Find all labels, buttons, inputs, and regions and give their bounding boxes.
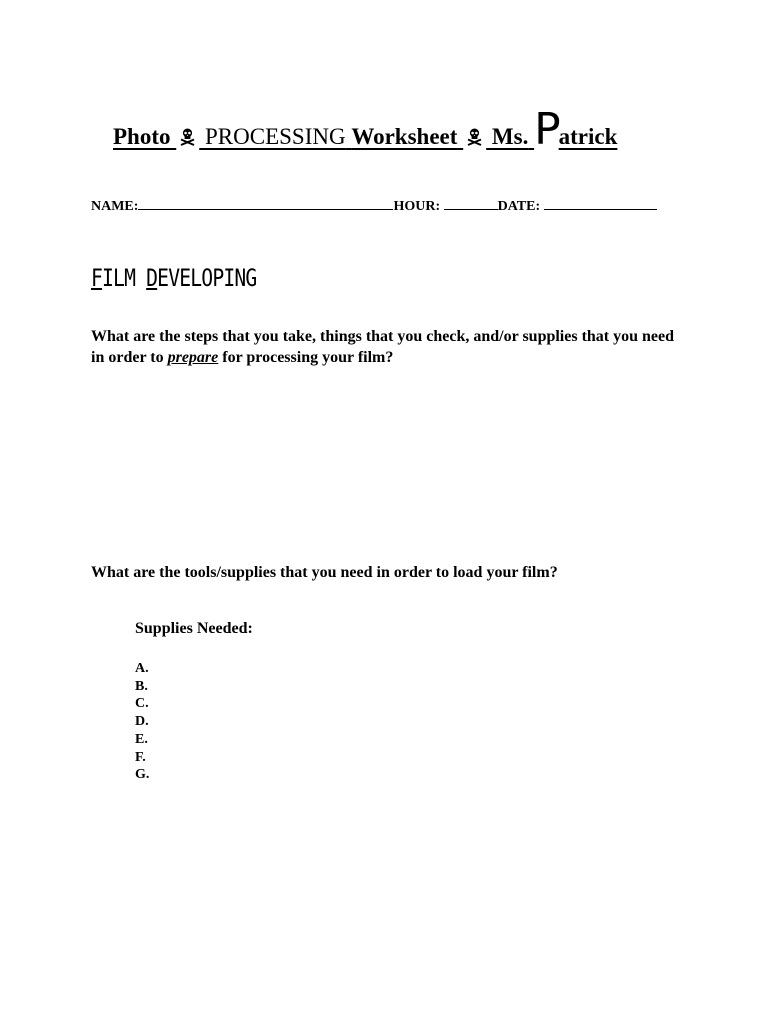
supplies-heading: Supplies Needed: — [135, 620, 253, 637]
question-prepare-text-end: for processing your film? — [218, 349, 394, 366]
title-worksheet: Worksheet — [351, 124, 458, 149]
list-item: E. — [135, 731, 148, 747]
title-processing: PROCESSING — [205, 124, 346, 149]
list-item: G. — [135, 767, 150, 783]
date-field[interactable] — [544, 195, 657, 210]
question-prepare-emphasis: prepare — [167, 349, 219, 366]
student-info-fields — [91, 195, 657, 217]
title-photo: Photo — [113, 124, 171, 149]
section-heading-initial-d: D — [146, 264, 158, 292]
name-label: NAME: — [91, 199, 139, 214]
question-load-film: What are the tools/supplies that you need in order to load your film? — [91, 564, 558, 581]
title-atrick: atrick — [558, 124, 618, 149]
list-item: A. — [135, 661, 149, 676]
hour-label: HOUR: — [393, 199, 441, 214]
date-label: DATE: — [497, 199, 541, 214]
skull-crossbones-icon — [466, 128, 483, 146]
section-heading-word-1: ILM — [102, 264, 147, 292]
list-item: D. — [135, 714, 149, 730]
title-decorative-letter: P — [534, 104, 559, 155]
list-item: B. — [135, 678, 148, 694]
question-prepare — [91, 326, 681, 368]
section-heading — [91, 264, 256, 292]
page-title — [113, 104, 618, 159]
list-item: F. — [135, 749, 146, 765]
supplies-list — [135, 660, 149, 784]
name-field[interactable] — [138, 195, 393, 210]
title-ms: Ms. — [491, 124, 529, 149]
section-heading-initial-f: F — [91, 264, 103, 292]
section-heading-word-2: EVELOPING — [157, 264, 257, 292]
list-item: C. — [135, 696, 149, 712]
skull-crossbones-icon — [179, 128, 196, 146]
hour-field[interactable] — [444, 195, 498, 210]
question-prepare-text: What are the steps that you take, things that you check, and/or supplies that you need in order to — [91, 328, 675, 366]
